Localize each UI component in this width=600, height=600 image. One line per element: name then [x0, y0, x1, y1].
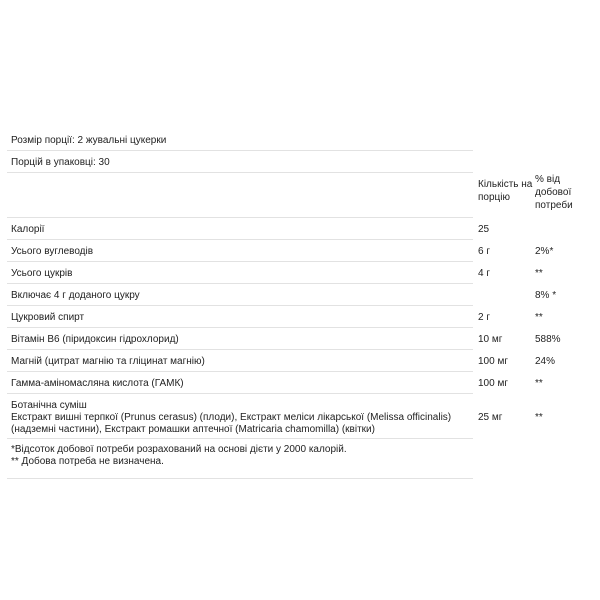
column-header-row: [7, 173, 573, 218]
servings-per-container: Порцій в упаковці: 30: [11, 157, 110, 168]
footnote-daily-value: *Відсоток добової потреби розрахований на основі дієти у 2000 калорій.: [11, 444, 347, 455]
nutrient-row: [7, 372, 543, 394]
nutrient-row: [7, 306, 543, 328]
nutrient-daily-value: **: [535, 312, 543, 323]
serving-size: Розмір порції: 2 жувальні цукерки: [11, 135, 167, 146]
nutrient-name: Усього вуглеводів: [11, 246, 94, 257]
nutrient-row: [7, 350, 556, 372]
nutrient-name: Включає 4 г доданого цукру: [11, 290, 140, 301]
botanical-blend-row: [7, 394, 543, 439]
nutrient-name: Магній (цитрат магнію та гліцинат магнію): [11, 356, 205, 367]
nutrient-daily-value: 588%: [535, 334, 561, 345]
nutrient-amount: 2 г: [478, 312, 490, 323]
botanical-blend-daily-value: **: [535, 412, 543, 423]
nutrient-name: Вітамін B6 (піридоксин гідрохлорид): [11, 334, 179, 345]
nutrient-amount: 10 мг: [478, 334, 503, 345]
supplement-facts-table: [7, 129, 600, 479]
nutrient-row: [7, 218, 490, 240]
nutrient-row: [7, 328, 561, 350]
nutrient-amount: 100 мг: [478, 378, 508, 389]
amount-per-serving-header: Кількість на порцію: [478, 179, 533, 203]
nutrient-row: [7, 284, 557, 306]
nutrient-daily-value: 8% *: [535, 290, 557, 301]
footnote-not-established: ** Добова потреба не визначена.: [11, 456, 164, 467]
nutrient-amount: 4 г: [478, 268, 490, 279]
nutrient-name: Цукровий спирт: [11, 312, 85, 323]
serving-size-row: [7, 129, 473, 151]
nutrient-daily-value: **: [535, 268, 543, 279]
nutrient-row: [7, 262, 543, 284]
footnotes: [7, 439, 473, 479]
nutrient-daily-value: 2%*: [535, 246, 554, 257]
daily-value-header: % від добової потреби: [535, 174, 573, 211]
botanical-blend-ingredients-line2: (надземні частини), Екстракт ромашки аптечної (Matricaria chamomilla) (квітки): [11, 424, 375, 435]
servings-per-container-row: [7, 151, 473, 173]
nutrient-name: Усього цукрів: [11, 268, 73, 279]
nutrient-daily-value: 24%: [535, 356, 556, 367]
botanical-blend-ingredients-line1: Екстракт вишні терпкої (Prunus cerasus) (плоди), Екстракт меліси лікарської (Melissa officinalis): [11, 412, 452, 423]
botanical-blend-amount: 25 мг: [478, 412, 503, 423]
botanical-blend-title: Ботанічна суміш: [11, 400, 87, 411]
nutrient-amount: 25: [478, 224, 490, 235]
nutrient-amount: 100 мг: [478, 356, 508, 367]
nutrient-row: [7, 240, 554, 262]
nutrient-daily-value: **: [535, 378, 543, 389]
nutrient-amount: 6 г: [478, 246, 490, 257]
nutrient-name: Гамма-аміномасляна кислота (ГАМК): [11, 378, 184, 389]
nutrient-name: Калорії: [11, 224, 45, 235]
